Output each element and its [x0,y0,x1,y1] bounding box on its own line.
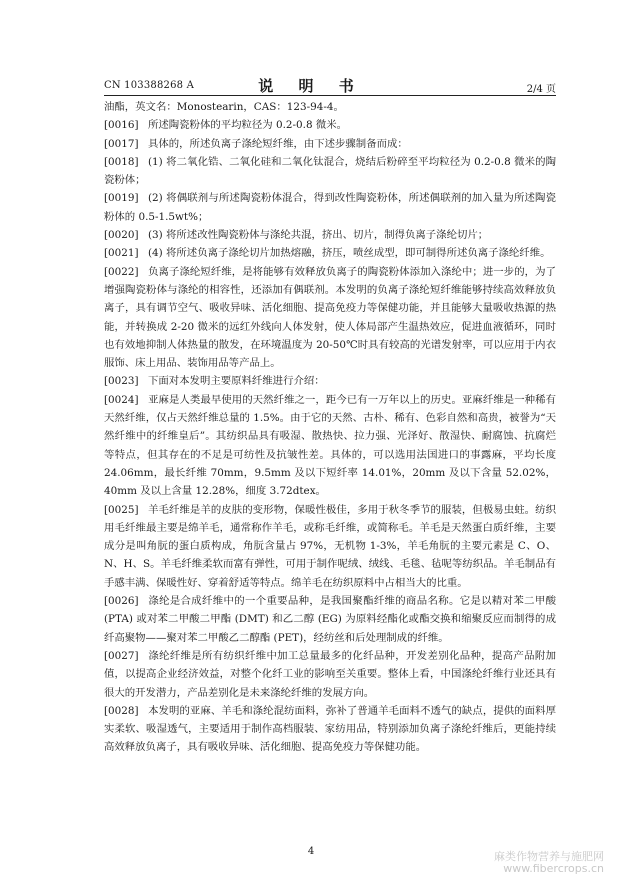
paragraph-text: 本发明的亚麻、羊毛和涤纶混纺面料，弥补了普通羊毛面料不透气的缺点，提供的面料厚实柔软、吸湿透气，主要适用于制作高档服装、家纺用品，特别添加负离子涤纶纤维后，更能持续高效释放负离子，具有吸收异味、活化细胞、提高免疫力等保健功能。 [104,704,556,754]
paragraph [104,647,556,702]
paragraph-number: [0022] [104,265,139,278]
paragraph [104,116,556,134]
paragraph-text: 油酯，英文名：Monostearin，CAS：123-94-4。 [104,101,344,113]
watermark-title: 麻类作物营养与施肥网 [494,850,604,863]
page-indicator: 2/4 页 [526,84,556,95]
paragraph [104,592,556,647]
paragraph [104,135,556,153]
paragraph-text: 亚麻是人类最早使用的天然纤维之一，距今已有一万年以上的历史。亚麻纤维是一种稀有天然纤维，仅占天然纤维总量的 1.5%。由于它的天然、古朴、稀有、色彩自然和高贵，被誉为“天然纤维中的纤维皇后”。其纺织品具有吸湿、散热快、拉力强、光泽好、散湿快、耐腐蚀、抗腐烂等特点，但其存在的不足是可纺性及抗皱性差。具体的，可以选用法国进口的事露麻，平均长度 24.06mm，最长纤维 70mm，9.5mm 及以下短纤率 14.01%，20mm 及以下含量 52.02%，40mm 及以上含量 12.28%，细度 3.72dtex。 [104,393,556,498]
paragraph-text: 羊毛纤维是羊的皮肤的变形物，保暖性极佳，多用于秋冬季节的服装，但极易虫蛀。纺织用毛纤维最主要是绵羊毛，通常称作羊毛，或称毛纤维，或简称毛。羊毛是天然蛋白质纤维，主要成分是叫角朊的蛋白质构成，角朊含量占 97%，无机物 1-3%，羊毛角朊的主要元素是 C、O、N、H、S。羊毛纤维柔软而富有弹性，可用于制作呢绒、绒线、毛毯、毡呢等纺织品。羊毛制品有手感丰满、保暖性好、穿着舒适等特点。绵羊毛在纺织原料中占相当大的比重。 [104,503,556,589]
paragraph [104,98,556,116]
paragraph-text: 所述陶瓷粉体的平均粒径为 0.2-0.8 微米。 [148,119,348,132]
paragraph [104,391,556,501]
page-number: 4 [307,846,315,857]
paragraph-text: 负离子涤纶短纤维，是将能够有效释放负离子的陶瓷粉体添加入涤纶中；进一步的，为了增强陶瓷粉体与涤纶的相容性，还添加有偶联剂。本发明的负离子涤纶短纤维能够持续高效释放负离子，具有调节空气、吸收异味、活化细胞、提高免疫力等保健功能，并且能够大量吸收热源的热能，并转换成 2-20 微米的远红外线向人体发射，使人体局部产生温热效应，促进血液循环，同时也有效地抑制人体热量的散发，在环境温度为 20-50℃时具有较高的光谱发射率，可以应用于内衣服饰、床上用品、装饰用品等产品上。 [104,265,556,370]
paragraph [104,501,556,592]
paragraph-text: 涤纶是合成纤维中的一个重要品种，是我国聚酯纤维的商品名称。它是以精对苯二甲酸 (PTA) 或对苯二甲酸二甲酯 (DMT) 和乙二醇 (EG) 为原料经酯化或酯交换和缩聚反应而制得的成纤高聚物——聚对苯二甲酸乙二醇酯 (PET)，经纺丝和后处理制成的纤维。 [104,595,556,644]
paragraph-number: [0028] [104,704,139,717]
paragraph-number: [0023] [104,375,139,388]
paragraph [104,226,556,244]
paragraph-text: (4) 将所述负离子涤纶切片加热熔融，挤压，喷丝成型，即可制得所述负离子涤纶纤维。 [148,247,551,260]
paragraph-number: [0026] [104,595,139,608]
paragraph-number: [0017] [104,137,139,150]
paragraph-number: [0024] [104,393,139,406]
paragraph-text: (3) 将所述改性陶瓷粉体与涤纶共混，挤出、切片，制得负离子涤纶切片； [148,229,489,242]
paragraph [104,153,556,190]
paragraph-number: [0018] [104,155,139,168]
document-title: 说 明 书 [258,77,364,95]
paragraph [104,189,556,226]
document-body [104,98,556,757]
paragraph [104,702,556,757]
paragraph-number: [0027] [104,649,139,662]
watermark-url: www.fibercrops.cn [503,862,604,875]
paragraph-number: [0020] [104,229,139,242]
paragraph [104,372,556,390]
paragraph-number: [0019] [104,192,139,205]
paragraph [104,263,556,373]
paragraph-text: 下面对本发明主要原料纤维进行介绍： [148,375,325,388]
paragraph [104,244,556,262]
paragraph-number: [0025] [104,503,139,516]
patent-number: CN 103388268 A [104,80,195,91]
paragraph-text: (2) 将偶联剂与所述陶瓷粉体混合，得到改性陶瓷粉体，所述偶联剂的加入量为所述陶瓷粉体的 0.5-1.5wt%； [104,192,556,223]
paragraph-number: [0021] [104,247,139,260]
paragraph-number: [0016] [104,119,139,132]
paragraph-text: 涤纶纤维是所有纺织纤维中加工总量最多的化纤品种，开发差别化品种，提高产品附加值，以提高企业经济效益，对整个化纤工业的影响至关重要。整体上看，中国涤纶纤维行业还具有很大的开发潜力，产品差别化是未来涤纶纤维的发展方向。 [104,649,556,699]
header-divider [104,95,556,96]
paragraph-text: 具体的，所述负离子涤纶短纤维，由下述步骤制备而成： [148,137,408,150]
paragraph-text: (1) 将二氧化锆、二氧化硅和二氧化钛混合，烧结后粉碎至平均粒径为 0.2-0.8 微米的陶瓷粉体； [104,155,556,187]
